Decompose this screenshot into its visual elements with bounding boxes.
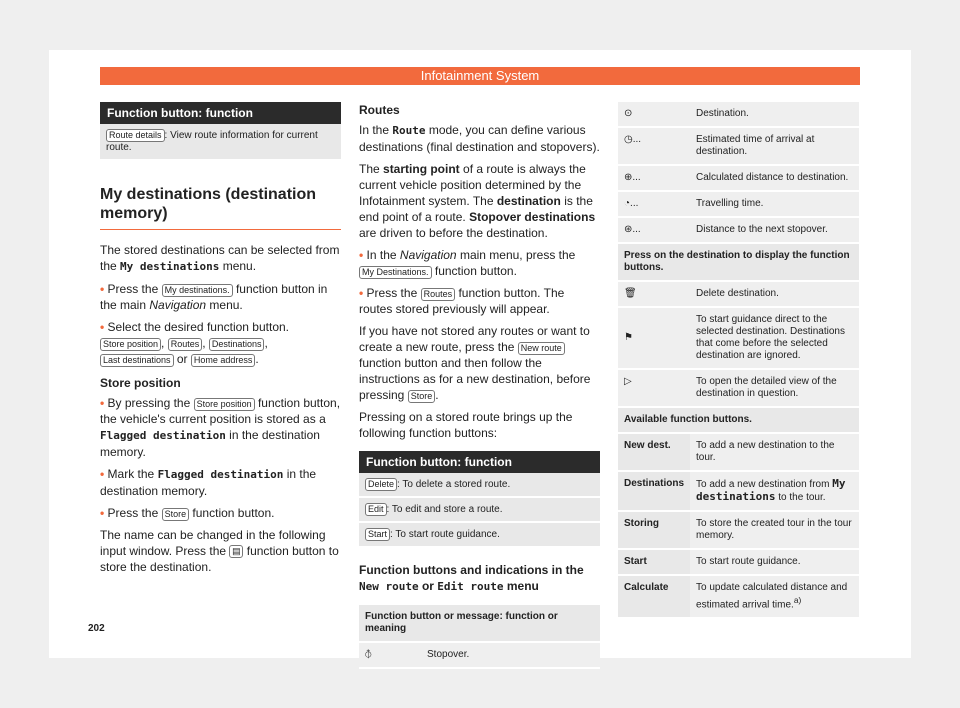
row-text: : To delete a stored route.	[397, 479, 511, 490]
text: The name can be changed in the following input window. Press the	[100, 528, 326, 558]
text: The stored destinations can be selected from the	[100, 243, 340, 273]
text: Function buttons and indications in the	[359, 563, 584, 577]
destinations-button[interactable]: Destinations	[209, 338, 265, 351]
column-3	[618, 102, 859, 619]
text: in the destination memory.	[100, 467, 317, 498]
table-header: Function button or message: function or meaning	[359, 605, 600, 642]
menu-name: Navigation	[399, 248, 457, 262]
paragraph	[359, 323, 600, 403]
table-cell: Calculated distance to destination.	[690, 165, 859, 191]
function-button-row	[359, 523, 600, 548]
text: function button, the vehicle's current position is stored as a	[100, 396, 341, 426]
bullet-item	[100, 466, 341, 499]
column-1	[100, 102, 341, 581]
table-row	[618, 549, 859, 575]
table-row	[618, 369, 859, 407]
table-subheader: Available function buttons.	[618, 407, 859, 433]
trash-icon[interactable]: 🗑	[618, 281, 690, 307]
text: menu.	[219, 259, 257, 273]
my-destinations-button[interactable]: My Destinations.	[359, 266, 432, 279]
text: To update calculated distance and estimated arrival time.	[696, 582, 848, 611]
timer-icon: ◔...	[618, 191, 690, 217]
bullet-item	[100, 505, 341, 521]
menu-name: Flagged destination	[157, 468, 284, 481]
table-cell	[690, 471, 859, 511]
store-position-button[interactable]: Store position	[100, 338, 161, 351]
text: or	[418, 579, 438, 593]
paragraph	[100, 527, 341, 575]
text: function button.	[189, 506, 275, 520]
last-destinations-button[interactable]: Last destinations	[100, 354, 174, 367]
table-cell: Destination.	[690, 102, 859, 127]
table-cell: Distance to the next stopover.	[690, 217, 859, 243]
text: In the	[359, 123, 393, 137]
text: mode, you can define various destinations (final destination and stopovers).	[359, 123, 600, 154]
text: Press the	[107, 282, 162, 296]
stopover-icon: ⦽	[359, 642, 421, 668]
my-destinations-button[interactable]: My destinations.	[162, 284, 233, 297]
text: function button in the main	[100, 282, 328, 312]
bullet-icon: •	[100, 320, 105, 334]
guidance-flag-icon[interactable]: ⚑	[618, 307, 690, 369]
table-row	[359, 642, 600, 668]
new-route-button[interactable]: New route	[518, 342, 565, 355]
clock-icon: ◷...	[618, 127, 690, 165]
text: By pressing the	[107, 396, 194, 410]
bullet-item	[359, 247, 600, 279]
play-icon[interactable]: ▷	[618, 369, 690, 407]
paragraph	[359, 161, 600, 241]
table-row	[618, 102, 859, 127]
destination-icon: ⊙	[618, 102, 690, 127]
delete-button[interactable]: Delete	[365, 478, 397, 491]
table-row	[618, 165, 859, 191]
store-position-button[interactable]: Store position	[194, 398, 255, 411]
table-cell: To start route guidance.	[690, 549, 859, 575]
table-cell: To start guidance direct to the selected destination. Destinations that come before the selected destination are ignored.	[690, 307, 859, 369]
menu-name: Navigation	[149, 298, 207, 312]
bullet-item	[100, 395, 341, 460]
text: or	[173, 352, 191, 366]
crosshair-icon: ⊕...	[618, 165, 690, 191]
save-icon[interactable]: ▤	[229, 545, 243, 558]
edit-button[interactable]: Edit	[365, 503, 387, 516]
text: Press the	[366, 286, 421, 300]
menu-name: New route	[359, 580, 419, 593]
text: In the	[366, 248, 400, 262]
text: function button. The routes stored previously will appear.	[359, 286, 565, 316]
text: The	[359, 162, 384, 176]
icon-table	[618, 102, 859, 619]
function-name: Calculate	[618, 575, 690, 618]
table-row	[618, 511, 859, 549]
table-cell: To open the detailed view of the destination in question.	[690, 369, 859, 407]
function-name: Storing	[618, 511, 690, 549]
function-name: Start	[618, 549, 690, 575]
function-name: New dest.	[618, 433, 690, 471]
bullet-icon: •	[359, 286, 364, 300]
table-row	[618, 281, 859, 307]
store-button[interactable]: Store	[408, 390, 436, 403]
column-2	[359, 102, 600, 669]
bullet-icon: •	[100, 506, 105, 520]
table-subheader-row	[618, 243, 859, 281]
row-text: : To start route guidance.	[390, 529, 500, 540]
section-heading-route-menu	[359, 562, 600, 595]
start-button[interactable]: Start	[365, 528, 390, 541]
text: .	[435, 388, 439, 402]
bullet-item	[100, 281, 341, 313]
text: to the tour.	[775, 492, 826, 503]
home-address-button[interactable]: Home address	[191, 354, 256, 367]
function-button-table-header: Function button: function	[100, 102, 341, 124]
paragraph	[100, 242, 341, 275]
text: function button to store the destination.	[100, 544, 339, 574]
table-row	[618, 575, 859, 618]
mode-name: Route	[392, 124, 426, 137]
footnote-mark: a)	[793, 595, 802, 605]
text: function button and then follow the instructions as for a new destination, before pressing	[359, 356, 591, 402]
text: menu.	[206, 298, 243, 312]
row-text: : To edit and store a route.	[386, 504, 503, 515]
bullet-icon: •	[359, 248, 364, 262]
text: If you have not stored any routes or want to create a new route, press the	[359, 324, 590, 354]
table-row	[618, 433, 859, 471]
term: destination	[496, 194, 561, 208]
text: of a route is always the current vehicle position determined by the Infotainment system. The	[359, 162, 586, 208]
text: Select the desired function button.	[107, 320, 289, 334]
bullet-item: • Select the desired function button. Store position , Routes , Destinations , Last destinations or Home address .	[100, 320, 289, 366]
page-header: Infotainment System	[100, 67, 860, 85]
table-cell: Delete destination.	[690, 281, 859, 307]
routes-button[interactable]: Routes	[421, 288, 456, 301]
table-header-row	[359, 605, 600, 642]
function-button-row	[359, 498, 600, 523]
function-button-row	[100, 124, 341, 161]
table-cell: To add a new destination to the tour.	[690, 433, 859, 471]
bullet-item	[359, 285, 600, 317]
text: in the destination memory.	[100, 428, 320, 459]
subheading-routes: Routes	[359, 103, 400, 117]
table-subheader: Press on the destination to display the function buttons.	[618, 243, 859, 281]
table-cell: Estimated time of arrival at destination.	[690, 127, 859, 165]
table-subheader-row	[618, 407, 859, 433]
table-cell	[690, 575, 859, 618]
text: main menu, press the	[456, 248, 576, 262]
route-menu-table	[359, 605, 600, 669]
bullet-icon: •	[100, 467, 105, 481]
text: Press the	[107, 506, 162, 520]
page-number: 202	[88, 623, 105, 634]
bullet-icon: •	[100, 396, 105, 410]
text: To add a new destination from	[696, 479, 833, 490]
section-heading-my-destinations: My destinations (destination memory)	[100, 185, 341, 230]
row-text: : View route information for current route.	[106, 130, 318, 153]
function-button-table-header: Function button: function	[359, 451, 600, 473]
table-cell: Stopover.	[421, 642, 600, 668]
paragraph	[359, 122, 600, 155]
term: starting point	[383, 162, 460, 176]
text: is the end point of a route.	[359, 194, 593, 224]
table-row	[618, 127, 859, 165]
routes-button[interactable]: Routes	[168, 338, 203, 351]
text: Mark the	[107, 467, 158, 481]
menu-name: Flagged destination	[100, 429, 226, 442]
route-details-button[interactable]: Route details	[106, 129, 165, 142]
table-row	[618, 307, 859, 369]
term: Stopover destinations	[469, 210, 596, 224]
subheading-store-position: Store position	[100, 376, 181, 390]
function-button-row	[359, 473, 600, 498]
store-button[interactable]: Store	[162, 508, 190, 521]
table-row	[618, 217, 859, 243]
menu-name: Edit route	[437, 580, 504, 593]
text: menu	[503, 579, 539, 593]
bullet-icon: •	[100, 282, 105, 296]
text: function button.	[431, 264, 517, 278]
paragraph: Pressing on a stored route brings up the following function buttons:	[359, 410, 573, 440]
table-row	[618, 471, 859, 511]
menu-name: My destinations	[696, 477, 846, 503]
function-name: Destinations	[618, 471, 690, 511]
stopover-distance-icon: ⊛...	[618, 217, 690, 243]
text: are driven to before the destination.	[359, 226, 548, 240]
menu-name: My destinations	[120, 260, 220, 273]
table-cell: Travelling time.	[690, 191, 859, 217]
table-row	[618, 191, 859, 217]
table-cell: To store the created tour in the tour memory.	[690, 511, 859, 549]
